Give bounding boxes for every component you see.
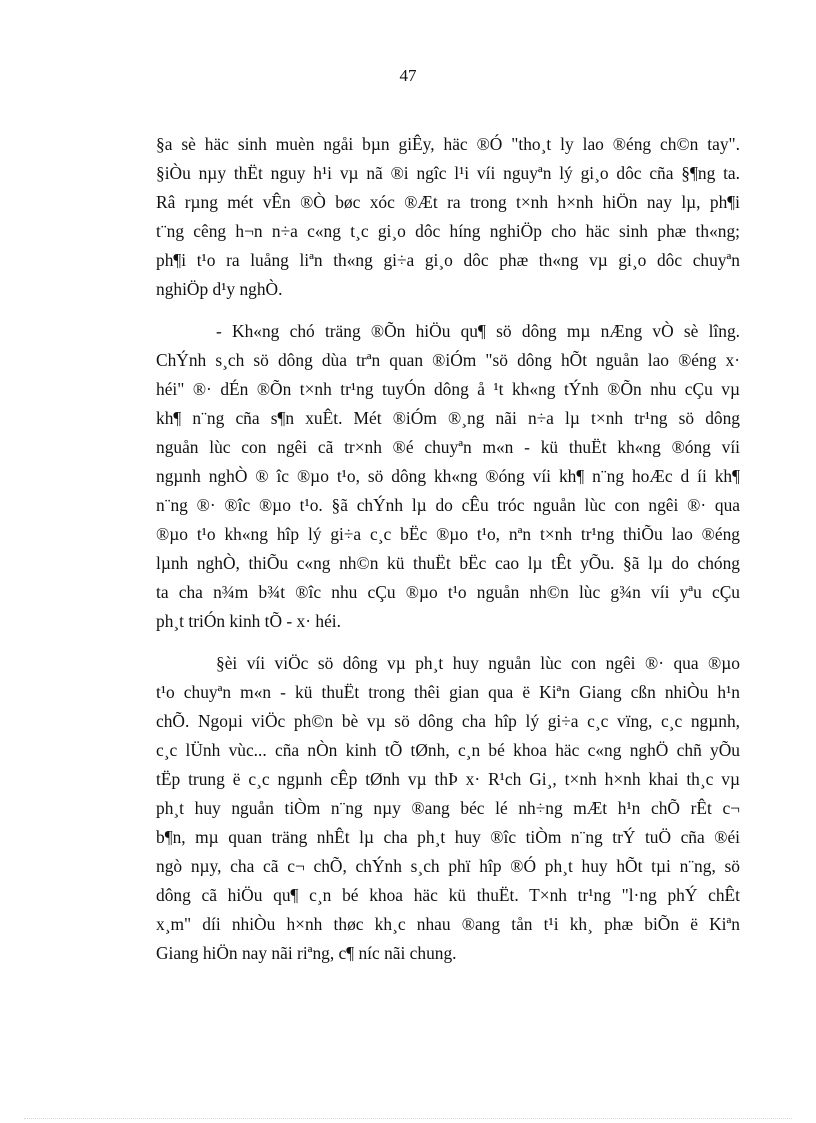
text-line: ta cha n¾m b¾t ®îc nhu cÇu ®µo t¹o nguån nh©n lùc g¾n víi yªu cÇu xyxy=(156,582,740,602)
text-line: kh¶ n¨ng cña s¶n xuÊt. Mét ®iÓm ®¸ng nãi n÷a lµ t×nh tr¹ng sö dông xyxy=(156,408,740,428)
text-line: ChÝnh s¸ch sö dông dùa trªn quan ®iÓm "sö dông hÕt nguån lao ®éng x· xyxy=(156,350,740,370)
text-line: n¨ng ®· ®îc ®µo t¹o. §ã chÝnh lµ do cÊu tróc nguån lùc con ngêi ®· qua xyxy=(156,495,740,515)
text-line: §èi víi viÖc sö dông vµ ph¸t huy nguån lùc con ngêi ®· qua ®µo xyxy=(216,653,740,673)
text-line: - Kh«ng chó träng ®Õn hiÖu qu¶ sö dông mµ nÆng vÒ sè lîng. xyxy=(216,321,740,341)
text-line: §a sè häc sinh muèn ngåi bµn giÊy, häc ®Ó "tho¸t ly lao ®éng ch©n tay". xyxy=(156,134,740,154)
text-line: Râ rµng mét vÊn ®Ò bøc xóc ®Æt ra trong t×nh h×nh hiÖn nay lµ, ph¶i xyxy=(156,192,740,212)
text-line: c¸c lÜnh vùc... cña nÒn kinh tÕ tØnh, c¸n bé khoa häc c«ng nghÖ chñ yÕu xyxy=(156,740,740,760)
text-line: ngµnh nghÒ ® îc ®µo t¹o, sö dông kh«ng ®óng víi kh¶ n¨ng hoÆc d íi kh¶ xyxy=(156,466,740,486)
text-line: chÕ. Ngoµi viÖc ph©n bè vµ sö dông cha hîp lý gi÷a c¸c vïng, c¸c ngµnh, xyxy=(156,711,740,731)
paragraph-1 xyxy=(156,130,740,304)
page-number: 47 xyxy=(399,66,417,85)
text-line: ngò nµy, cha cã c¬ chÕ, chÝnh s¸ch phï hîp ®Ó ph¸t huy hÕt tµi n¨ng, sö xyxy=(156,856,740,876)
paragraph-3 xyxy=(156,649,740,968)
text-line: ph¸t huy nguån tiÒm n¨ng nµy ®ang béc lé nh÷ng mÆt h¹n chÕ rÊt c¬ xyxy=(156,798,740,818)
text-line: dông cã hiÖu qu¶ c¸n bé khoa häc kü thuËt. T×nh tr¹ng "l·ng phÝ chÊt xyxy=(156,885,740,905)
text-line: lµnh nghÒ, thiÕu c«ng nh©n kü thuËt bËc cao lµ tÊt yÕu. §ã lµ do chóng xyxy=(156,553,740,573)
text-line: ph¶i t¹o ra luång liªn th«ng gi÷a gi¸o dôc phæ th«ng vµ gi¸o dôc chuyªn xyxy=(156,250,740,270)
text-line: Giang hiÖn nay nãi riªng, c¶ níc nãi chung. xyxy=(156,943,457,963)
text-line: b¶n, mµ quan träng nhÊt lµ cha ph¸t huy ®îc tiÒm n¨ng trÝ tuÖ cña ®éi xyxy=(156,827,740,847)
text-line: nguån lùc con ngêi cã tr×nh ®é chuyªn m«n - kü thuËt kh«ng ®óng víi xyxy=(156,437,740,457)
text-line: tËp trung ë c¸c ngµnh cÊp tØnh vµ thÞ x· R¹ch Gi¸, t×nh h×nh khai th¸c vµ xyxy=(156,769,740,789)
text-line: x¸m" díi nhiÒu h×nh thøc kh¸c nhau ®ang tån t¹i kh¸ phæ biÕn ë Kiªn xyxy=(156,914,740,934)
text-line: ®µo t¹o kh«ng hîp lý gi÷a c¸c bËc ®µo t¹o, nªn t×nh tr¹ng thiÕu lao ®éng xyxy=(156,524,740,544)
paragraph-2 xyxy=(156,317,740,636)
text-line: §iÒu nµy thËt nguy h¹i vµ nã ®i ngîc l¹i víi nguyªn lý gi¸o dôc cña §¶ng ta. xyxy=(156,163,740,183)
text-line: héi" ®· dÉn ®Õn t×nh tr¹ng tuyÓn dông å ¹t kh«ng tÝnh ®Õn nhu cÇu vµ xyxy=(156,379,740,399)
text-line: t¹o chuyªn m«n - kü thuËt trong thêi gian qua ë Kiªn Giang cßn nhiÒu h¹n xyxy=(156,682,740,702)
text-line: nghiÖp d¹y nghÒ. xyxy=(156,279,283,299)
body-text xyxy=(156,130,740,981)
text-line: ph¸t triÓn kinh tÕ - x· héi. xyxy=(156,611,341,631)
text-line: t¨ng cêng h¬n n÷a c«ng t¸c gi¸o dôc híng nghiÖp cho häc sinh phæ th«ng; xyxy=(156,221,740,241)
page-bottom-divider xyxy=(24,1118,792,1119)
